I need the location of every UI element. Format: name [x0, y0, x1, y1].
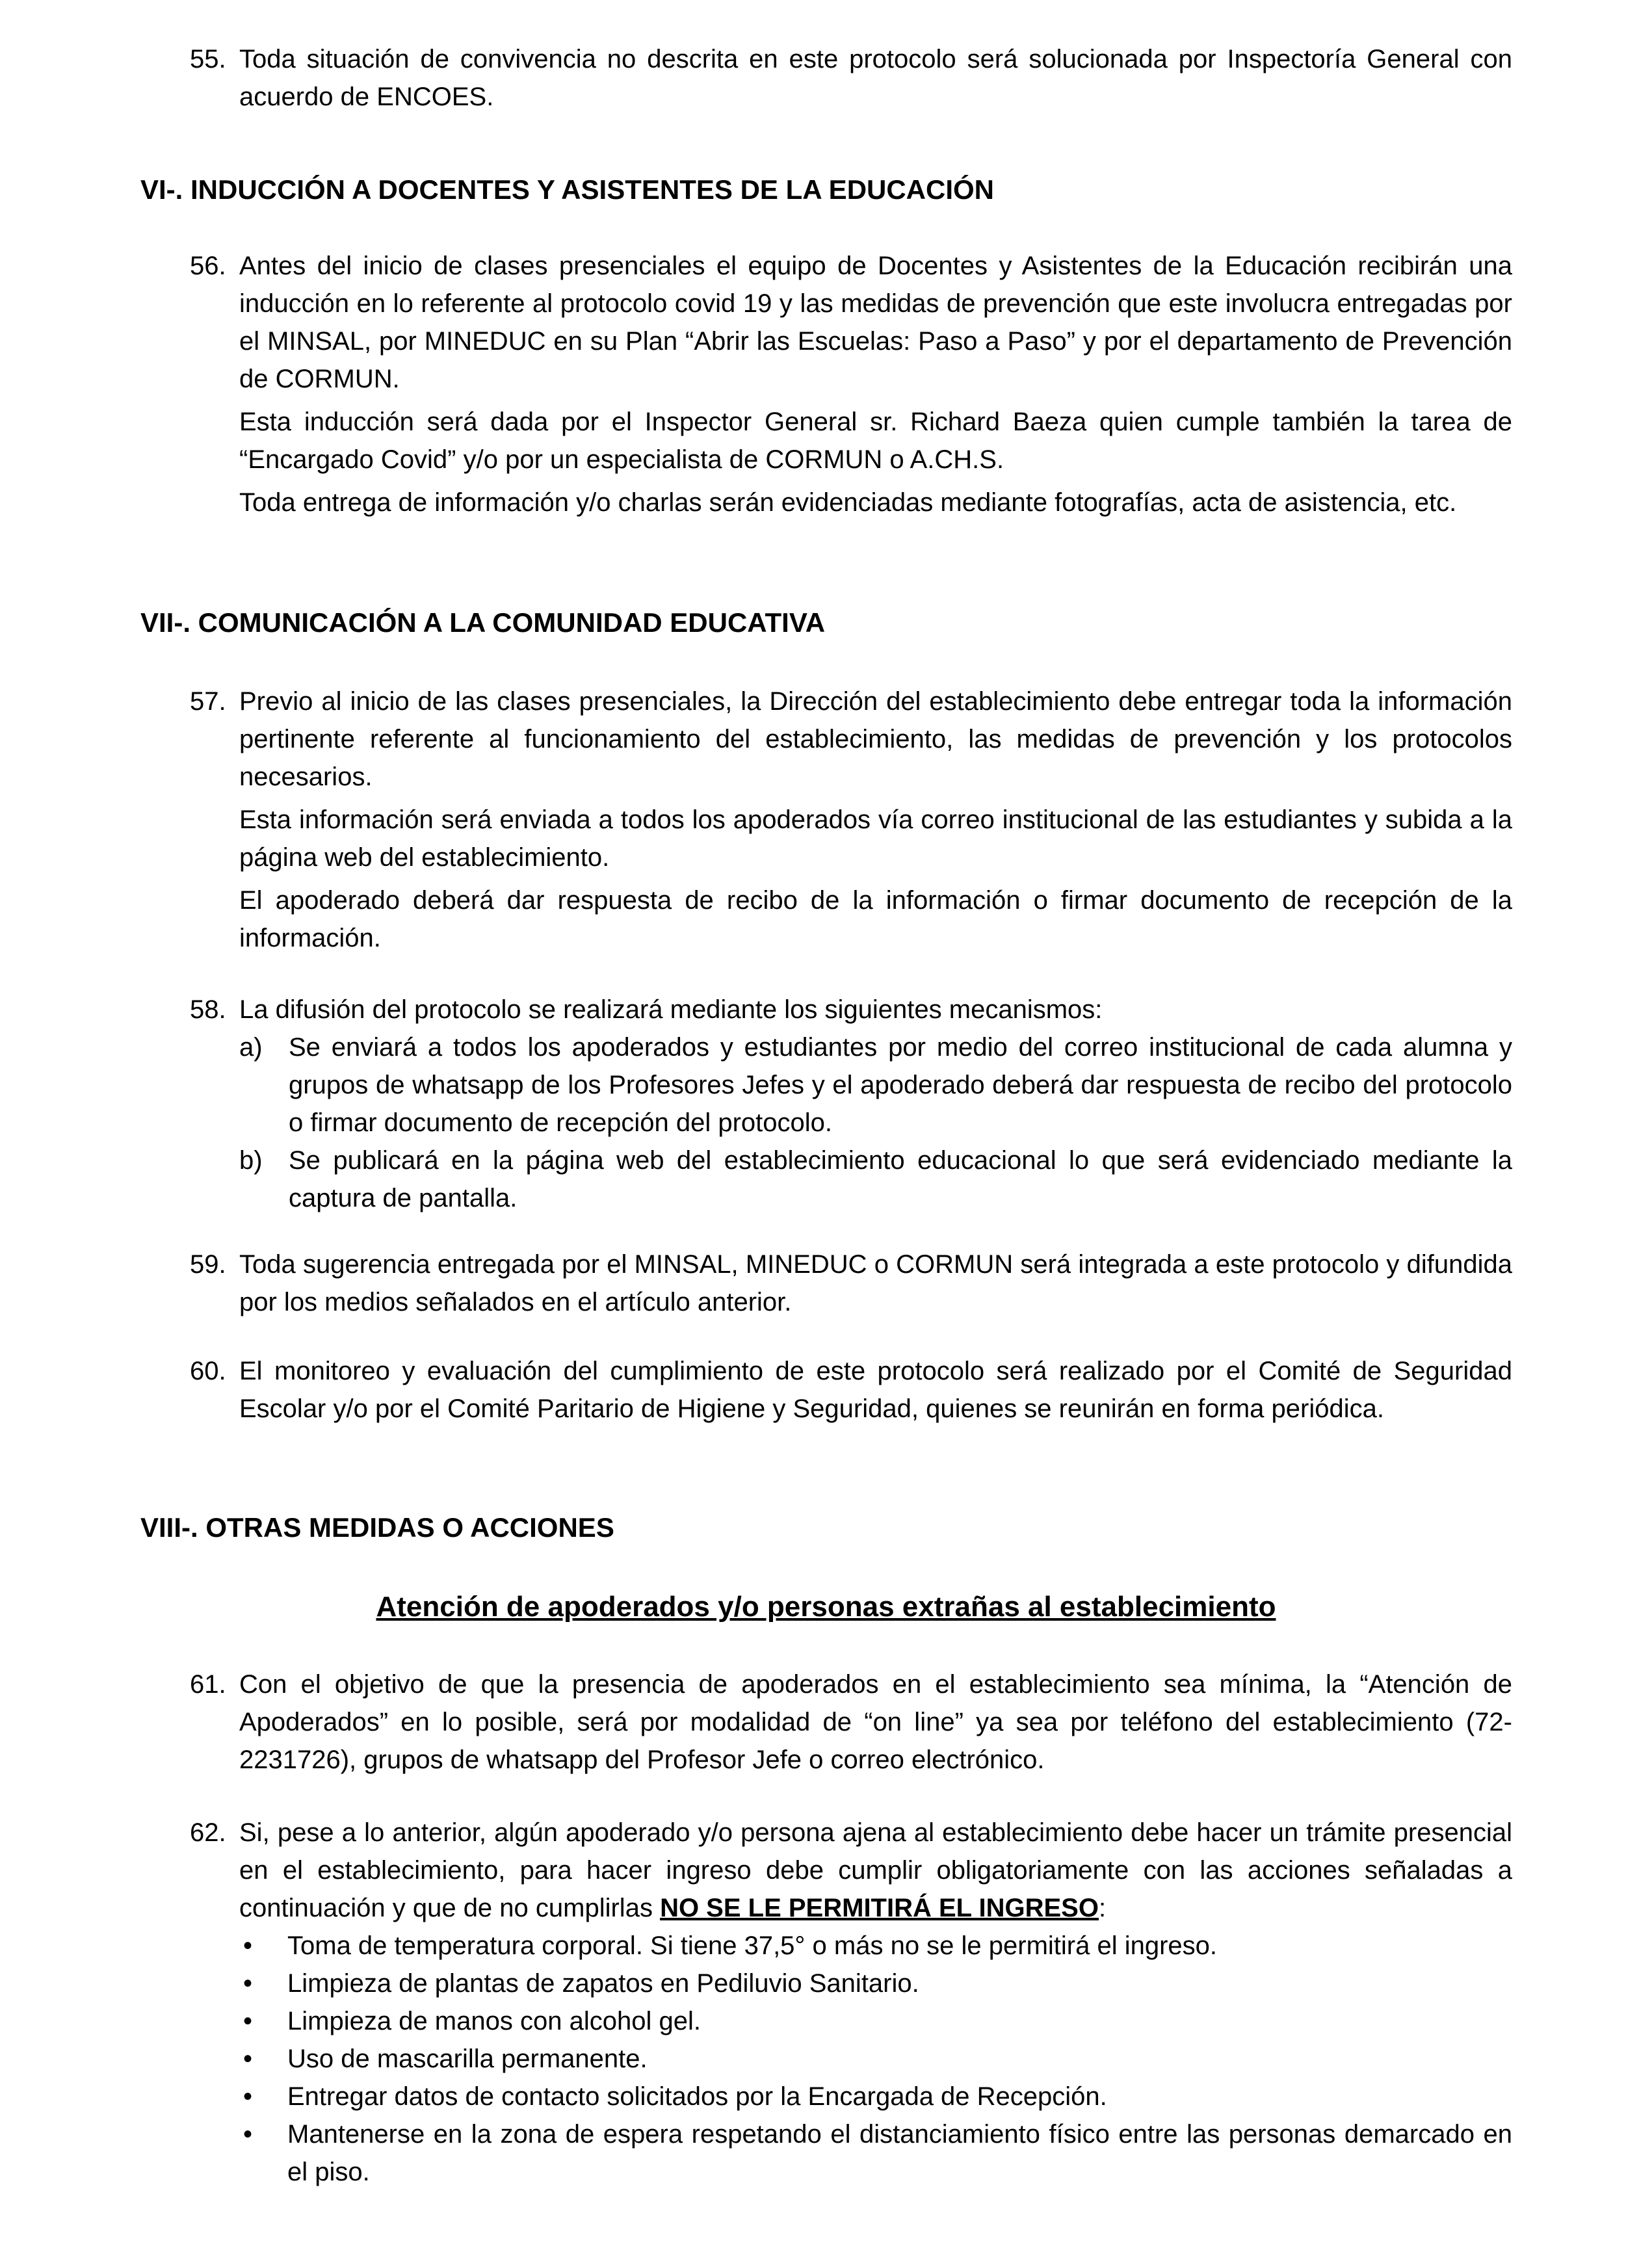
bullet-item	[190, 2115, 1512, 2191]
list-item-55	[190, 40, 1512, 121]
item-number: 62.	[190, 1818, 226, 1847]
list-item-56	[190, 247, 1512, 527]
emphasis-no-entry: NO SE LE PERMITIRÁ EL INGRESO	[660, 1894, 1099, 1922]
list-item-58	[190, 991, 1512, 1217]
sub-item-letter: b)	[239, 1146, 263, 1175]
bullet-text: Uso de mascarilla permanente.	[287, 2045, 648, 2073]
list-item-59	[190, 1246, 1512, 1326]
sub-item-text: Se enviará a todos los apoderados y estudiantes por medio del correo institucional de cada alumna y grupos de whatsapp de los Profesores Jefes y el apoderado deberá dar respuesta de recibo del protocolo o firmar documento de recepción del protocolo.	[289, 1033, 1512, 1137]
bullet-text: Entregar datos de contacto solicitados por la Encargada de Recepción.	[287, 2082, 1107, 2111]
sub-item-text: Se publicará en la página web del establecimiento educacional lo que será evidenciado mediante la captura de pantalla.	[289, 1146, 1512, 1212]
bullet-text: Toma de temperatura corporal. Si tiene 37,5° o más no se le permitirá el ingreso.	[287, 1931, 1218, 1960]
item-text: El monitoreo y evaluación del cumplimiento de este protocolo será realizado por el Comité de Seguridad Escolar y/o por el Comité Paritario de Higiene y Seguridad, quienes se reunirán en forma periódica.	[239, 1357, 1512, 1423]
bullet-item	[190, 2078, 1512, 2115]
item-paragraph: Antes del inicio de clases presenciales el equipo de Docentes y Asistentes de la Educación recibirán una inducción en lo referente al protocolo covid 19 y las medidas de prevención que este involucra entregadas por el MINSAL, por MINEDUC en su Plan “Abrir las Escuelas: Paso a Paso” y por el departamento de Prevención de CORMUN.	[239, 252, 1512, 393]
item-number: 61.	[190, 1670, 226, 1699]
bullet-icon: •	[243, 1931, 253, 1960]
list-item-60	[190, 1352, 1512, 1433]
bullet-icon: •	[243, 2045, 253, 2073]
bullet-icon: •	[243, 2120, 253, 2149]
bullet-item	[190, 1965, 1512, 2002]
item-text: Toda situación de convivencia no descrita en este protocolo será solucionada por Inspectoría General con acuerdo de ENCOES.	[239, 45, 1512, 111]
item-text-tail: :	[1098, 1894, 1107, 1922]
bullet-item	[190, 1927, 1512, 1965]
sub-item-b	[239, 1142, 1512, 1217]
bullet-item	[190, 2002, 1512, 2040]
bullet-icon: •	[243, 2082, 253, 2111]
item-intro: La difusión del protocolo se realizará mediante los siguientes mecanismos:	[239, 995, 1103, 1024]
item-number: 57.	[190, 687, 226, 716]
bullet-text: Mantenerse en la zona de espera respetando el distanciamiento físico entre las personas demarcado en el piso.	[287, 2120, 1512, 2186]
item-paragraph: Esta información será enviada a todos los apoderados vía correo institucional de las estudiantes y subida a la página web del establecimiento.	[239, 805, 1512, 872]
list-item-61	[190, 1666, 1512, 1784]
item-number: 55.	[190, 45, 226, 73]
sub-item-a	[239, 1028, 1512, 1142]
bullet-text: Limpieza de plantas de zapatos en Pediluvio Sanitario.	[287, 1969, 919, 1998]
subsection-heading: Atención de apoderados y/o personas extrañas al establecimiento	[376, 1591, 1276, 1623]
bullet-icon: •	[243, 1969, 253, 1998]
bullet-icon: •	[243, 2007, 253, 2035]
item-number: 56.	[190, 252, 226, 280]
item-paragraph: El apoderado deberá dar respuesta de recibo de la información o firmar documento de recepción de la información.	[239, 886, 1512, 952]
item-number: 59.	[190, 1250, 226, 1279]
section-heading-vi: VI-. INDUCCIÓN A DOCENTES Y ASISTENTES DE LA EDUCACIÓN	[140, 174, 995, 205]
sub-item-letter: a)	[239, 1033, 263, 1062]
item-text	[239, 1814, 1512, 1927]
list-item-57	[190, 683, 1512, 962]
item-paragraph: Esta inducción será dada por el Inspector General sr. Richard Baeza quien cumple también la tarea de “Encargado Covid” y/o por un especialista de CORMUN o A.CH.S.	[239, 408, 1512, 474]
section-heading-viii: VIII-. OTRAS MEDIDAS O ACCIONES	[140, 1512, 614, 1543]
item-text: Con el objetivo de que la presencia de apoderados en el establecimiento sea mínima, la “Atención de Apoderados” en lo posible, será por modalidad de “on line” ya sea por teléfono del establecimiento (72-2231726), grupos de whatsapp del Profesor Jefe o correo electrónico.	[239, 1670, 1512, 1774]
section-heading-vii: VII-. COMUNICACIÓN A LA COMUNIDAD EDUCATIVA	[140, 607, 826, 638]
list-item-62	[190, 1814, 1512, 2191]
bullet-text: Limpieza de manos con alcohol gel.	[287, 2007, 701, 2035]
item-text-lead: Si, pese a lo anterior, algún apoderado y/o persona ajena al establecimiento debe hacer un trámite presencial en el establecimiento, para hacer ingreso debe cumplir obligatoriamente con las acciones señaladas a continuación y que de no cumplirlas	[239, 1818, 1512, 1922]
item-text: Toda sugerencia entregada por el MINSAL, MINEDUC o CORMUN será integrada a este protocolo y difundida por los medios señalados en el artículo anterior.	[239, 1250, 1512, 1316]
bullet-item	[190, 2040, 1512, 2078]
item-number: 60.	[190, 1357, 226, 1385]
item-paragraph: Toda entrega de información y/o charlas serán evidenciadas mediante fotografías, acta de asistencia, etc.	[239, 488, 1457, 517]
item-number: 58.	[190, 995, 226, 1024]
item-paragraph: Previo al inicio de las clases presenciales, la Dirección del establecimiento debe entregar toda la información pertinente referente al funcionamiento del establecimiento, las medidas de prevención y los protocolos necesarios.	[239, 687, 1512, 791]
